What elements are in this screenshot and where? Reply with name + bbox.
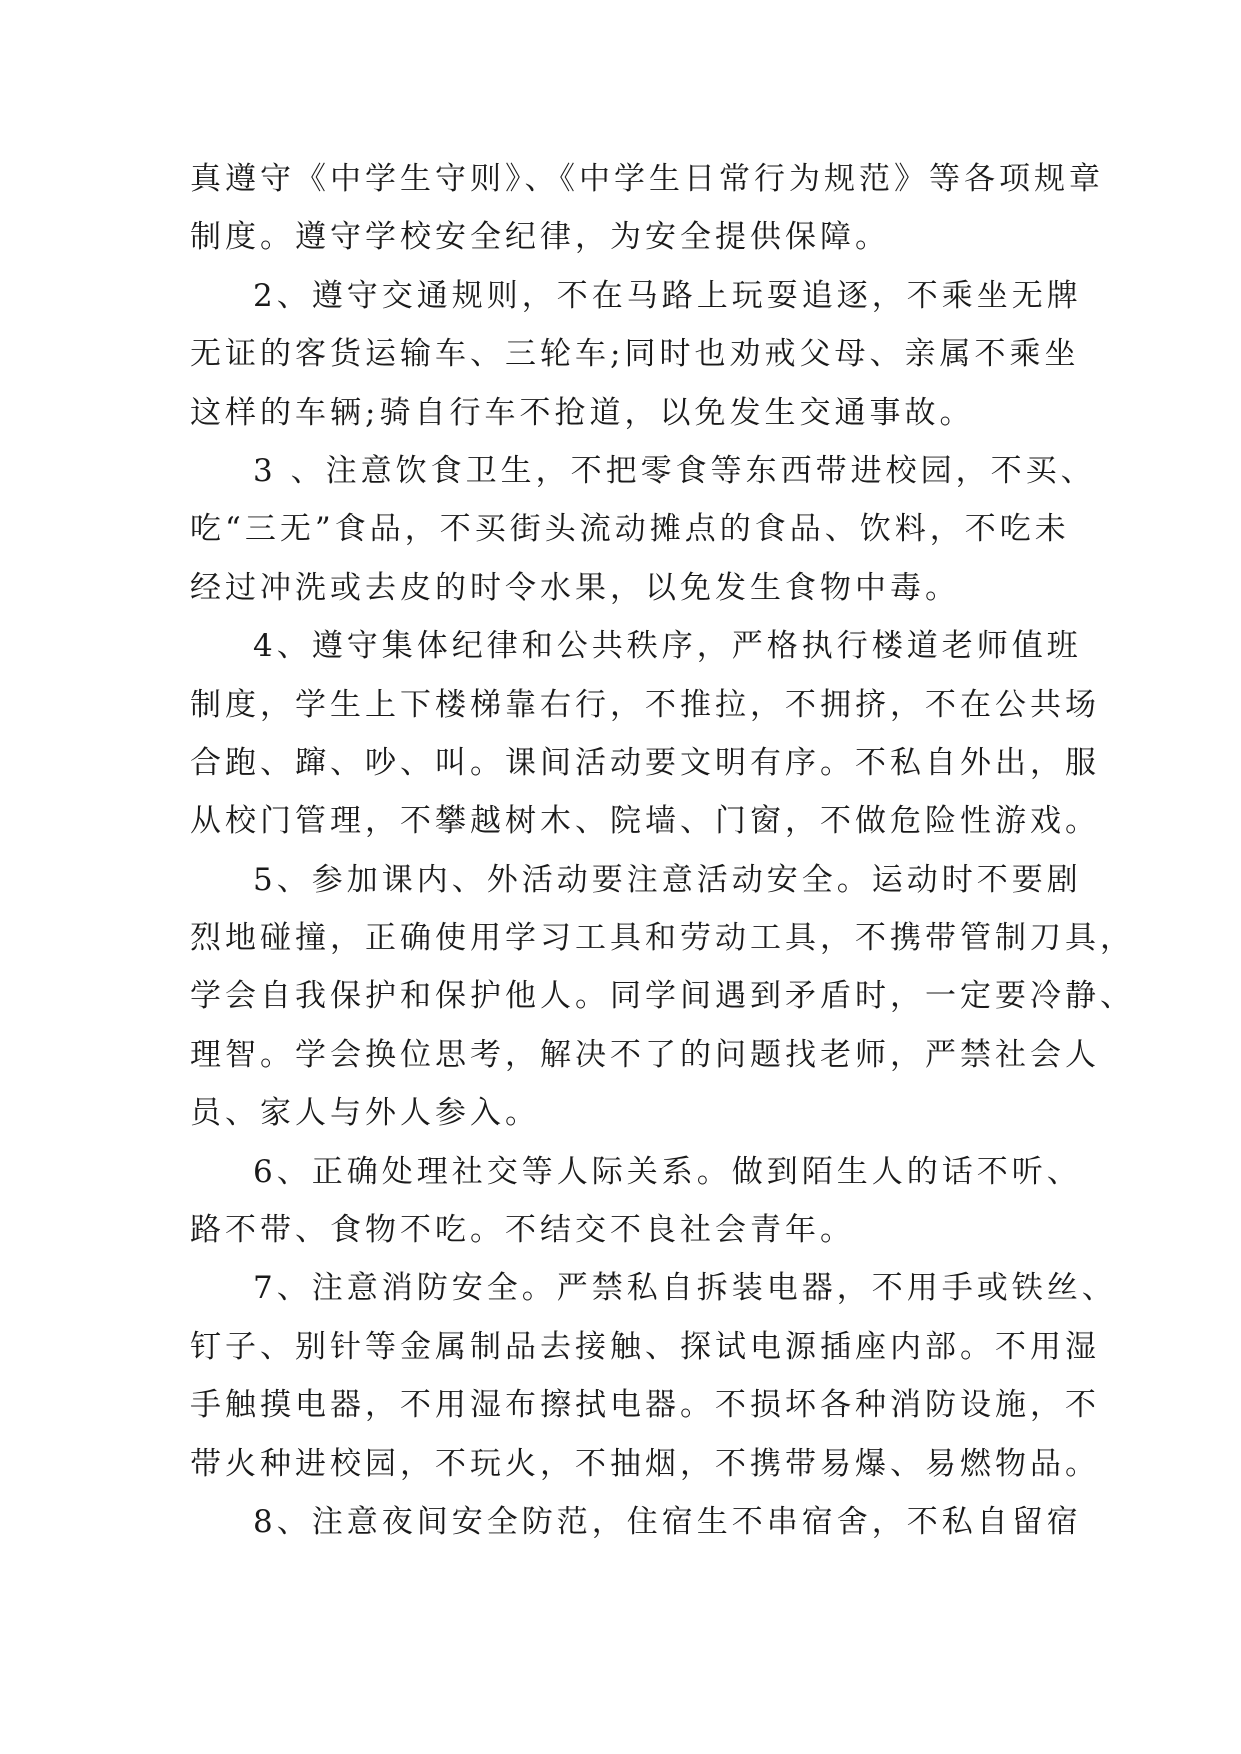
paragraph-7-line-1: 7、注意消防安全。严禁私自拆装电器，不用手或铁丝、 [253, 1270, 1117, 1307]
paragraph-7-line-4: 带火种进校园，不玩火，不抽烟，不携带易爆、易燃物品。 [190, 1445, 1100, 1482]
paragraph-7-line-3: 手触摸电器，不用湿布擦拭电器。不损坏各种消防设施，不 [190, 1387, 1100, 1424]
paragraph-3-line-3: 经过冲洗或去皮的时令水果，以免发生食物中毒。 [190, 569, 960, 606]
paragraph-2-line-2: 无证的客货运输车、三轮车;同时也劝戒父母、亲属不乘坐 [190, 336, 1080, 373]
paragraph-1-line-2: 制度。遵守学校安全纪律，为安全提供保障。 [190, 219, 890, 256]
paragraph-4-line-3: 合跑、蹿、吵、叫。课间活动要文明有序。不私自外出，服 [190, 744, 1100, 781]
paragraph-5-line-2: 烈地碰撞，正确使用学习工具和劳动工具，不携带管制刀具， [190, 920, 1135, 957]
paragraph-4-line-4: 从校门管理，不攀越树木、院墙、门窗，不做危险性游戏。 [190, 803, 1100, 840]
paragraph-4-line-1: 4、遵守集体纪律和公共秩序，严格执行楼道老师值班 [253, 628, 1082, 665]
paragraph-2-line-1: 2、遵守交通规则，不在马路上玩耍追逐，不乘坐无牌 [253, 277, 1082, 314]
paragraph-6-line-2: 路不带、食物不吃。不结交不良社会青年。 [190, 1212, 855, 1249]
paragraph-5-line-5: 员、家人与外人参入。 [190, 1095, 540, 1132]
paragraph-2-line-3: 这样的车辆;骑自行车不抢道，以免发生交通事故。 [190, 394, 975, 431]
paragraph-1-line-1: 真遵守《中学生守则》、《中学生日常行为规范》等各项规章 [190, 161, 1104, 197]
paragraph-3-line-1: 3 、注意饮食卫生，不把零食等东西带进校园，不买、 [253, 452, 1096, 489]
paragraph-6-line-1: 6、正确处理社交等人际关系。做到陌生人的话不听、 [253, 1153, 1082, 1190]
paragraph-5-line-4: 理智。学会换位思考，解决不了的问题找老师，严禁社会人 [190, 1036, 1100, 1073]
body-text [190, 150, 1135, 1551]
paragraph-8-line-1: 8、注意夜间安全防范，住宿生不串宿舍，不私自留宿 [253, 1503, 1082, 1540]
paragraph-7-line-2: 钉子、别针等金属制品去接触、探试电源插座内部。不用湿 [190, 1328, 1100, 1365]
paragraph-3-line-2: 吃“三无”食品，不买街头流动摊点的食品、饮料，不吃未 [190, 511, 1070, 548]
paragraph-4-line-2: 制度，学生上下楼梯靠右行，不推拉，不拥挤，不在公共场 [190, 686, 1100, 723]
paragraph-5-line-3: 学会自我保护和保护他人。同学间遇到矛盾时，一定要冷静、 [190, 978, 1135, 1015]
paragraph-5-line-1: 5、参加课内、外活动要注意活动安全。运动时不要剧 [253, 861, 1082, 898]
